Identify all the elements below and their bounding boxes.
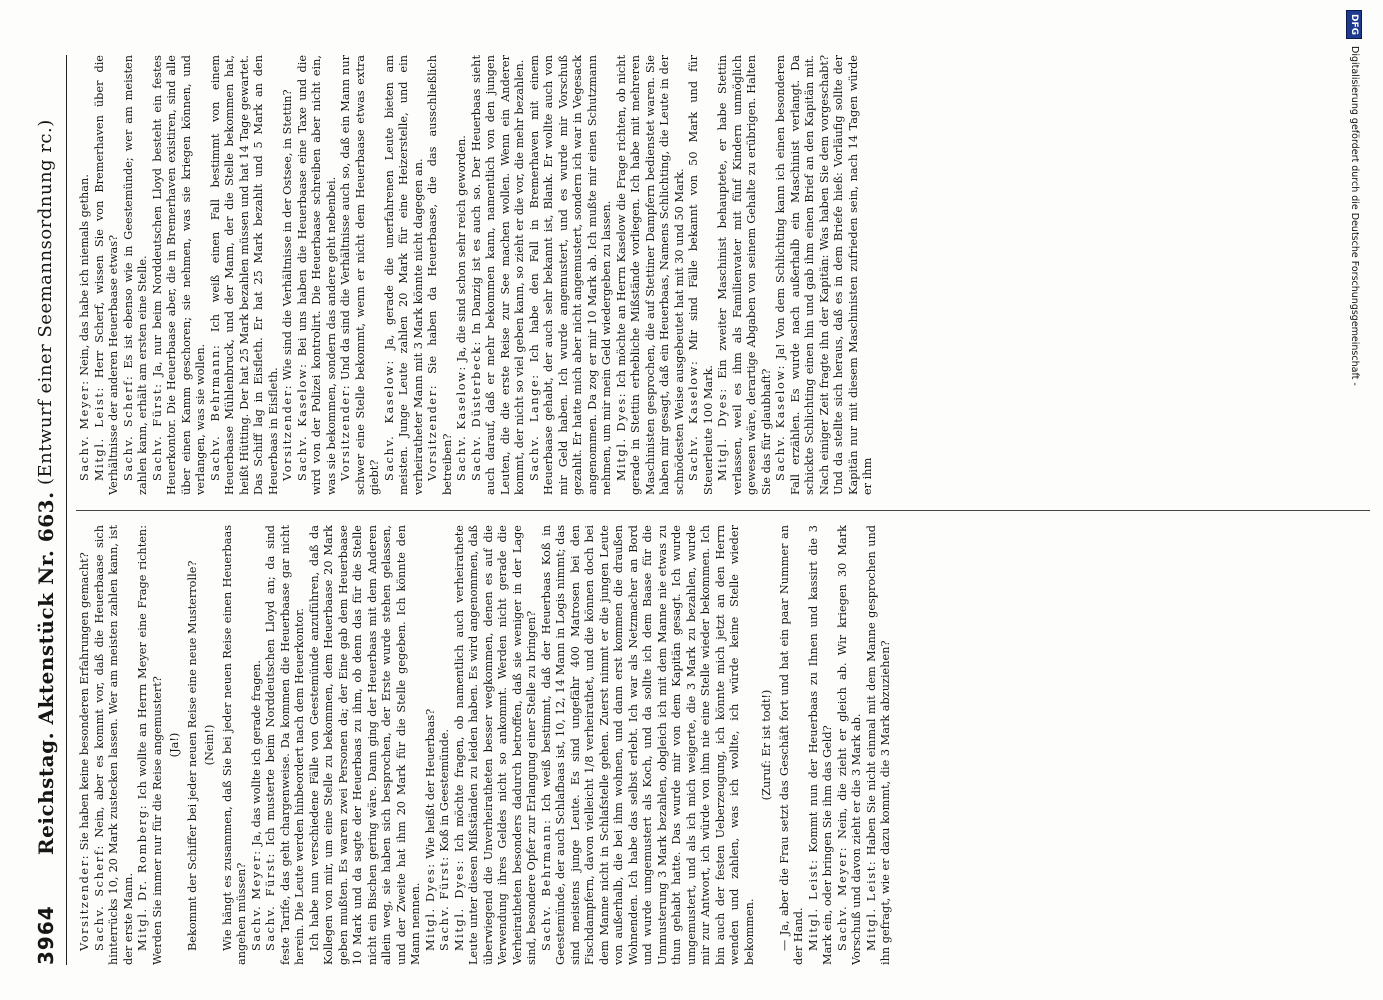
paragraph [470,55,528,495]
paragraph [151,55,209,495]
speaker-name: Sachv. Fürst: [150,382,164,481]
paragraph [122,55,151,495]
interjection: (Nein!) [203,724,216,766]
paragraph [438,525,453,965]
paragraph-text: Ja, nur beim Norddeutschen Lloyd besteht ein festes Heuerkontor. Die Heuerbaase aber, die in Bremerhaven existiren, sind alle über einen Kamm geschoren; sie nehmen, was sie kriegen können, und verlangen, was sie wollen. [150,55,207,495]
paragraph [339,55,383,495]
speaker-name: Sachv. Scherf: [92,844,106,951]
dfg-logo: DFG [1346,10,1362,39]
speaker-name: Mitgl. Dr. Romberg: [136,803,149,951]
paragraph [774,55,876,495]
paragraph-text: Ich möchte an Herrn Kaselow die Frage richten, ob nicht gerade in Stettin erhebliche Mißstände vorliegen. Ich habe mit mehreren Maschinisten gesprochen, die auf Stettiner Dampfern bedienstet waren. Sie haben mir gesagt, daß ein Heuerbaas, Namens Schlichting, die Leute in der schnödesten Weise ausgebeutet hat mit 30 und 50 Mark. [614,55,686,495]
paragraph [209,55,282,495]
speaker-name: Mitgl. Dyes: [716,387,729,481]
paragraph-text: Kommt nun der Heuerbaas zu Ihnen und kassirt die 3 Mark ein, oder bringen Sie ihm das Geld? [806,525,834,965]
paragraph-text: In Danzig ist es auch so. Der Heuerbaas sieht auch darauf, daß er mehr bekommen kann, namentlich von den jungen Leuten, die die erste Reise zur See machen wollen. Wenn ein Anderer kommt, der nicht so viel geben kann, so zieht er die vor, die mehr bezahlen. [469,55,526,495]
interjection: (Zuruf: Er ist todt!) [760,689,773,801]
speaker-name: Sachv. Kaselow: [774,363,787,481]
speaker-name: Sachv. Meyer: [835,845,849,951]
funding-note [1348,10,1362,990]
speaker-name: Sachv. Düsterbeck: [469,340,483,481]
paragraph-text: Ja! Von dem Schlichting kann ich einen besonderen Fall erzählen. Es wurde nach außerhalb ein Maschinist verlangt. Da schickte Schlichting einen hin und gab ihm einen Brief an den Kapitän mit. Nach einiger Zeit fragte ihn der Kapitän: Was haben Sie dem vorgeschabt? Und da stellte sich heraus, daß es in dem Briefe hieß: Vorläufig sollte der Kapitän nur mit diesem Maschinisten zufrieden sein, nach 14 Tagen würde er ihm [774,55,874,495]
left-column [78,525,1368,965]
paragraph-text: Nein, die zieht er gleich ab. Wir kriegen 30 Mark Vorschuß und davon zieht er die 3 Mark ab. [835,525,863,965]
paragraph-text: Ja, das wollte ich gerade fragen. [249,659,263,846]
speaker-name: Sachv. Meyer: [249,849,263,951]
paragraph [426,55,455,495]
speaker-name: Sachv. Scherf: [121,374,135,481]
paragraph-text: Und da sind die Verhältnisse auch so, daß ein Mann nur schwer eine Stelle bekommt, wenn er nicht dem Heuerbaase etwas extra giebt? [339,55,381,495]
paragraph-text: Sie haben da Heuerbaase, die das ausschließlich betreiben? [426,55,454,495]
paragraph [296,55,340,495]
speaker-name: Mitgl. Leist: [864,859,878,951]
paragraph [716,55,774,495]
paragraph [615,55,688,495]
paragraph [221,525,250,965]
speaker-name: Mitgl. Leist: [92,386,106,481]
paragraph [93,55,122,495]
paragraph-text: Ich weiß bestimmt, daß der Heuerbaas Koß in Geestemünde, der auch Schlafbaas ist, 10, 12, 14 Mann in Logis nimmt; das sind meistens junge Leute. Es sind ungefähr 400 Matrosen bei den Fischdampfern, davon vielleicht 1/8 verheirathet, und die können doch bei dem Manne nicht in Schlafstelle gehen. Zuerst nimmt er die jungen Leute von außerhalb, die bei ihm wohnen, und dann erst kommen die draußen Wohnenden. Ich habe das selbst erlebt. Ich war als Netzmacher an Bord und wurde umgemustert als Koch, und da sollte ich dem Baase für die Ummusterung 3 Mark bezahlen, obgleich ich mit dem Manne nie etwas zu thun gehabt hatte. Das wurde mir von dem Kapitän gesagt. Ich wurde umgemustert, und als ich mich weigerte, die 3 Mark zu bezahlen, wurde mir zur Antwort, ich würde von ihm nie eine Stelle wieder bekommen. Ich bin auch der festen Ueberzeugung, ich könnte mich jetzt an den Herrn wenden und zahlen, was ich wollte, ich würde keine Stelle wieder bekommen. [539,525,756,965]
paragraph-text: Herr Scherf, wissen Sie von Bremerhaven über die Verhältnisse der anderen Heuerbaase etwas? [92,55,120,495]
paragraph [136,525,165,965]
paragraph [281,55,296,495]
paragraph [687,55,716,495]
speaker-name: Vorsitzender: [281,383,294,481]
speaker-name: Vorsitzender: [339,383,352,481]
paragraph-text: Mir sind Fälle bekannt von 50 Mark und für Steuerleute 100 Mark. [687,55,715,495]
paragraph-text: Wie heißt der Heuerbaas? [423,708,437,859]
paragraph-text: Bekommt der Schiffer bei jeder neuen Reise eine neue Musterrolle? [185,560,199,951]
speaker-name: Mitgl. Dyes: [452,858,466,951]
paragraph-text: Sie haben keine besonderen Erfahrungen gemacht? [78,552,91,851]
paragraph-text: Ich musterte beim Norddeutschen Lloyd an; da sind feste Tarife, das geht chargenweise. Da kommen die Heuerbaase gar nicht herein. Die Leute werden hinbeordert nach dem Heuerkontor. [264,525,306,965]
speaker-name: Sachv. Kaselow: [455,365,468,481]
paragraph-text: Ein zweiter Maschinist behauptete, er habe Stettin verlassen, weil es ihm als Familienvater mit fünf Kindern unmöglich gewesen wäre, derartige Abgaben von seinem Gehalte zu erübrigen. Halten Sie das für glaubhaft? [716,55,773,495]
paragraph-text: — Ja, aber die Frau setzt das Geschäft fort und hat ein paar Nummer an der Hand. [777,525,805,965]
speaker-name: Sachv. Behrmann: [539,818,553,951]
paragraph [264,525,308,965]
paragraph-text: Wie sind die Verhältnisse in der Ostsee, in Stettin? [281,89,294,381]
paragraph-text: Ich wollte an Herrn Meyer eine Frage richten: Werden Sie immer nur für die Reise angemustert? [136,525,164,965]
paragraph-text: Haben Sie nicht einmal mit dem Manne gesprochen und ihn gefragt, wie er dazu kommt, die 3 Mark abzuziehen? [864,525,892,965]
paragraph-text: Wie hängt es zusammen, daß Sie bei jeder neuen Reise einen Heuerbaas angehen müssen? [220,525,248,965]
speaker-name: Sachv. Fürst: [438,855,451,951]
paragraph-text: Es ist ebenso wie in Geestemünde; wer am meisten zahlen kann, erhält am ersten eine Stelle. [121,55,149,495]
right-column [78,55,1368,495]
interjection: (Ja!) [168,732,181,758]
speaker-name: Sachv. Fürst: [264,852,277,951]
paragraph [78,525,93,965]
paragraph [836,525,865,965]
paragraph-text: Bei uns haben die Heuerbaase eine Taxe und die wird von der Polizei kontrolirt. Die Heuerbaase schreiben aber nicht ein, was sie bekommen, sondern das andere geht nebenbei. [295,55,338,495]
speaker-name: Sachv. Kaselow: [295,362,309,481]
rotated-document-page [30,45,1380,975]
speaker-name: Vorsitzender: [78,853,91,951]
paragraph-text: Nein, das habe ich niemals gethan. [78,174,91,376]
paragraph [93,525,137,965]
paragraph-text: Ich möchte fragen, ob namentlich auch verheirathete Leute unter diesen Mißständen zu leiden haben. Es wird angenommen, daß überwiegend die Unverheiratheten besser wegkommen, denen es auf die Verwendung ihres Geldes nicht so ankommt. Werden nicht gerade die Verheiratheten besonders dadurch betroffen, daß sie weniger in der Lage sind, besondere Opfer zur Erlangung einer Stelle zu bringen? [452,525,538,965]
paragraph-text: Ich habe nun verschiedene Fälle von Geestemünde anzuführen, daß da Kollegen von mir, um eine Stelle zu bekommen, dem Heuerbaase 20 Mark geben mußten. Es waren zwei Personen da; der Eine gab dem Heuerbaase 10 Mark und da sagte der Heuerbaas zu ihm, ob denn das für die Stelle nicht ein Bischen gering wäre. Dann ging der Heuerbaas mit dem Anderen allein weg, sie haben sich besprochen, der Erste wurde stehen gelassen, und der Zweite hat ihm 20 Mark für die Stelle gegeben. Ich könnte den Mann nennen. [307,525,422,965]
paragraph [78,55,93,495]
paragraph [807,525,836,965]
paragraph [453,525,540,965]
column-divider [76,510,1370,511]
paragraph [186,525,201,965]
paragraph [424,525,439,965]
speaker-name: Sachv. Behrmann: [208,343,222,481]
paragraph [540,525,758,965]
speaker-name: Sachv. Meyer: [78,379,91,481]
running-subtitle: (Entwurf einer Seemannsordnung rc.) [35,119,56,485]
paragraph [528,55,615,495]
page-header [30,55,67,965]
speaker-name: Vorsitzender: [426,383,439,481]
paragraph [250,525,265,965]
running-title: Reichstag. Aktenstück Nr. 663. [34,491,58,855]
page-number: 3964 [34,905,58,965]
speaker-name: Mitgl. Leist: [806,858,820,951]
paragraph-text: Ich habe den Fall in Bremerhaven mit einem Heuerbaase gehabt, der auch sehr bekannt ist, Blank. Er wollte auch von mir Geld haben. Ich wurde angemustert, und es wurde mir Vorschuß gezahlt. Er hatte mich aber nicht angemustert, sondern ich war in Vegesack angenommen. Da zog er mir 10 Mark ab. Ich mußte mir einen Schutzmann nehmen, um mir mein Geld wiedergeben zu lassen. [527,55,613,495]
paragraph-text: Koß in Geestemünde. [438,728,451,852]
speaker-name: Sachv. Kaselow: [687,359,700,481]
paragraph [455,55,470,495]
paragraph-text: Ja, gerade die unerfahrenen Leute bieten am meisten. Junge Leute zahlen 20 Mark für eine Heizerstelle, und ein verheiratheter Mann mit 3 Mark könnte nicht dagegen an. [382,55,425,495]
paragraph-text: Ja, die sind schon sehr reich geworden. [455,135,468,362]
paragraph [778,525,807,965]
funding-note-text: Digitalisierung gefördert durch die Deutsche Forschungsgemeinschaft - [1349,46,1360,386]
speaker-name: Sachv. Lange: [527,373,541,481]
speaker-name: Mitgl. Dyes: [423,862,437,951]
paragraph-text: Ich weiß einen Fall bestimmt von einem Heuerbaase Mühlenbruck, und der Mann, der die Stelle bekommen hat, heißt Hütting. Der hat 25 Mark bezahlen müssen und hat 14 Tage gewartet. Das Schiff lag in Eisfleth. Er hat 25 Mark bezahlt und 5 Mark an den Heuerbaas in Eisfleth. [208,55,280,495]
paragraph [865,525,894,965]
speaker-name: Sachv. Kaselow: [382,359,396,481]
speaker-name: Mitgl. Dyes: [614,391,628,481]
paragraph [383,55,427,495]
paragraph-text: Nein, aber es kommt vor, daß die Heuerbaase sich hinterrücks 10, 20 Mark zustecken lassen. Wer am meisten zahlen kann, ist der erste Mann. [92,525,135,965]
paragraph [308,525,424,965]
